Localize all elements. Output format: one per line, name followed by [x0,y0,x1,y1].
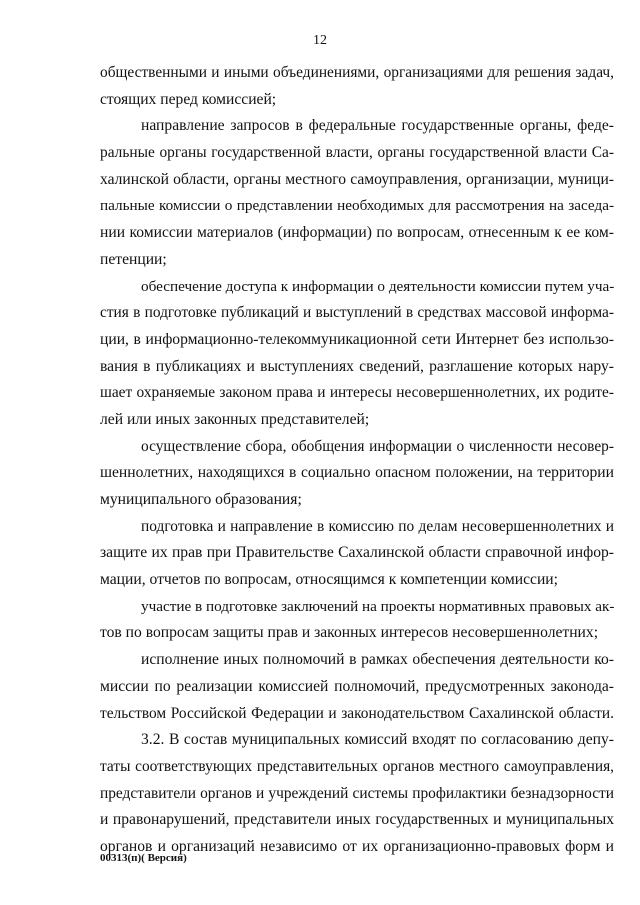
text-line: тельством Российской Федерации и законодательством Сахалинской области. [100,704,614,722]
text-line: нии комиссии материалов (информации) по вопросам, отнесенным к ее ком- [100,224,614,242]
text-line: вания в публикациях и выступлениях сведений, разглашение которых нару- [100,357,614,375]
text-line: защите их прав при Правительстве Сахалинской области справочной инфор- [100,544,614,562]
text-line: подготовка и направление в комиссию по делам несовершеннолетних и [141,517,614,535]
text-line: осуществление сбора, обобщения информации о численности несовер- [141,437,614,455]
text-line: тов по вопросам защиты прав и законных интересов несовершеннолетних; [100,624,599,642]
text-line: петенции; [100,250,167,268]
text-line: таты соответствующих представительных органов местного самоуправления, [100,757,614,775]
text-line: и правонарушений, представители иных государственных и муниципальных [100,811,614,829]
text-line: органов и организаций независимо от их организационно-правовых форм и [100,837,614,855]
page-number: 12 [313,33,327,48]
text-line: лей или иных законных представителей; [100,410,370,428]
text-line: общественными и иными объединениями, организациями для решения задач, [100,64,614,81]
text-line: направление запросов в федеральные государственные органы, феде- [141,117,614,135]
text-line: мации, отчетов по вопросам, относящимся к компетенции комиссии; [100,571,558,589]
text-line: ции, в информационно-телекоммуникационной сети Интернет без использо- [100,330,614,348]
text-line: шеннолетних, находящихся в социально опасном положении, на территории [100,464,614,482]
text-line: 3.2. В состав муниципальных комиссий входят по согласованию депу- [141,731,614,749]
text-line: обеспечение доступа к информации о деятельности комиссии путем уча- [141,277,615,295]
document-body [100,60,614,861]
text-line: стоящих перед комиссией; [100,90,277,108]
text-line: муниципального образования; [100,491,302,508]
text-line: шает охраняемые законом права и интересы несовершеннолетних, их родите- [100,384,614,402]
text-line: исполнение иных полномочий в рамках обеспечения деятельности ко- [141,651,614,669]
text-line: халинской области, органы местного самоуправления, организации, муници- [100,170,614,188]
text-line: участие в подготовке заключений на проекты нормативных правовых ак- [141,597,615,615]
text-line: стия в подготовке публикаций и выступлений в средствах массовой информа- [100,304,614,322]
text-line: представители органов и учреждений системы профилактики безнадзорности [100,784,614,802]
document-footer-code: 00313(п)( Версия) [100,852,187,864]
text-line: пальные комиссии о представлении необходимых для рассмотрения на заседа- [100,197,614,215]
text-line: миссии по реализации комиссией полномочий, предусмотренных законода- [100,677,614,695]
text-line: ральные органы государственной власти, органы государственной власти Са- [100,144,614,162]
